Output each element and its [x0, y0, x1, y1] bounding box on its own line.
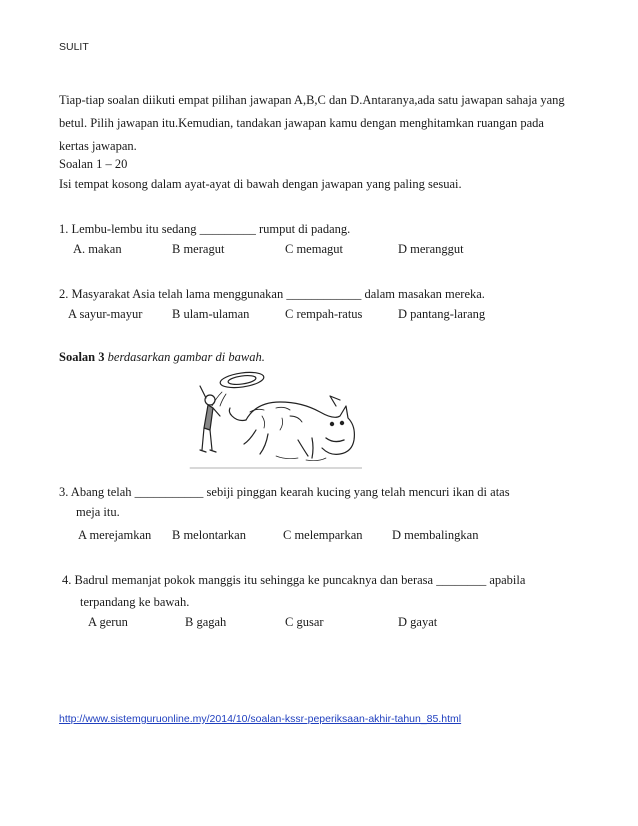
question-2-text: 2. Masyarakat Asia telah lama menggunakan ____________ dalam masakan mereka. — [59, 287, 485, 301]
question-4-option-a[interactable]: A gerun — [88, 615, 128, 629]
question-4-line-1: 4. Badrul memanjat pokok manggis itu sehingga ke puncaknya dan berasa ________ apabila — [62, 573, 526, 587]
instruction-line-2: betul. Pilih jawapan itu.Kemudian, tandakan jawapan kamu dengan menghitamkan ruangan pada — [59, 116, 544, 130]
cat-figure — [229, 396, 354, 458]
question-3-option-c[interactable]: C melemparkan — [283, 528, 363, 542]
question-4-line-2: terpandang ke bawah. — [80, 595, 190, 609]
task-instruction: Isi tempat kosong dalam ayat-ayat di bawah dengan jawapan yang paling sesuai. — [59, 177, 462, 191]
question-3-option-d[interactable]: D membalingkan — [392, 528, 479, 542]
question-4-option-c[interactable]: C gusar — [285, 615, 324, 629]
boy-figure — [200, 386, 220, 452]
instruction-line-1: Tiap-tiap soalan diikuti empat pilihan jawapan A,B,C dan D.Antaranya,ada satu jawapan sahaja yang — [59, 93, 565, 107]
question-3-line-2: meja itu. — [76, 505, 120, 519]
question-range: Soalan 1 – 20 — [59, 157, 128, 171]
plate-icon — [212, 370, 265, 406]
question-1-option-c[interactable]: C memagut — [285, 242, 343, 256]
question-2-option-c[interactable]: C rempah-ratus — [285, 307, 363, 321]
question-2-option-d[interactable]: D pantang-larang — [398, 307, 486, 321]
question-4-option-d[interactable]: D gayat — [398, 615, 438, 629]
question-3-option-b[interactable]: B melontarkan — [172, 528, 246, 542]
soalan-3-heading-bold: Soalan 3 — [59, 350, 105, 364]
header-label: SULIT — [59, 41, 89, 53]
soalan-3-heading-italic: berdasarkan gambar di bawah. — [104, 350, 265, 364]
soalan-3-heading — [59, 350, 265, 365]
question-2-option-b[interactable]: B ulam-ulaman — [172, 307, 250, 321]
question-4-option-b[interactable]: B gagah — [185, 615, 227, 629]
question-2-option-a[interactable]: A sayur-mayur — [68, 307, 143, 321]
question-1-option-d[interactable]: D meranggut — [398, 242, 464, 256]
source-link[interactable]: http://www.sistemguruonline.my/2014/10/soalan-kssr-peperiksaan-akhir-tahun_85.html — [59, 713, 462, 725]
question-3-illustration — [186, 368, 362, 475]
question-3-option-a[interactable]: A merejamkan — [78, 528, 152, 542]
question-1-text: 1. Lembu-lembu itu sedang _________ rumput di padang. — [59, 222, 351, 236]
question-3-line-1: 3. Abang telah ___________ sebiji pinggan kearah kucing yang telah mencuri ikan di atas — [59, 485, 510, 499]
question-1-option-b[interactable]: B meragut — [172, 242, 225, 256]
instruction-line-3: kertas jawapan. — [59, 139, 137, 153]
question-1-option-a[interactable]: A. makan — [73, 242, 122, 256]
